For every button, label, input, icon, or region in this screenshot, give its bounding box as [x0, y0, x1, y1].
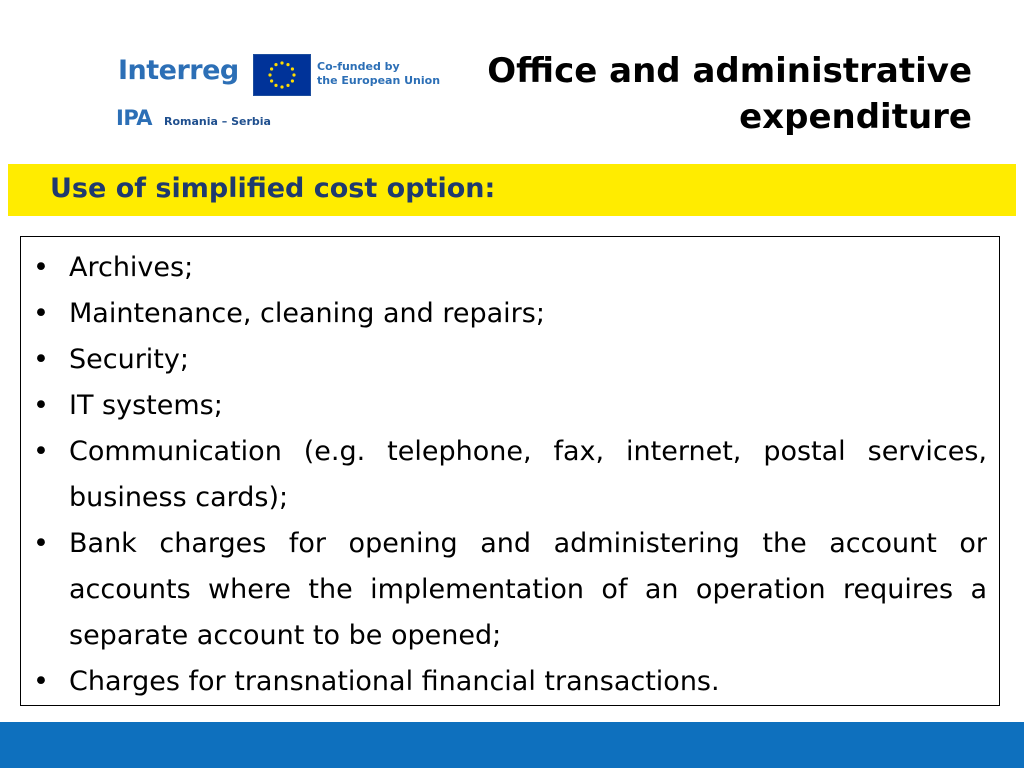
- list-item-text: Security;: [69, 344, 189, 375]
- slide-title-line1: Office and administrative: [487, 51, 972, 91]
- bullet-icon: •: [33, 528, 49, 559]
- list-item-text: Bank charges for opening and administering the account or accounts where the implementation of an operation requires a separate account to be opened;: [69, 528, 987, 651]
- subtitle-band-text: Use of simplified cost option:: [50, 173, 496, 204]
- list-item: [29, 659, 987, 705]
- list-item: [29, 383, 987, 429]
- logo-ipa-subtitle: Romania – Serbia: [164, 115, 271, 128]
- bullet-icon: •: [33, 344, 49, 375]
- bullet-icon: •: [33, 436, 49, 467]
- logo-ipa-text: IPA: [116, 106, 153, 130]
- subtitle-band: [8, 164, 1016, 216]
- list-item-text: Archives;: [69, 252, 194, 283]
- list-item-text: Communication (e.g. telephone, fax, internet, postal services, business cards);: [69, 436, 987, 513]
- cofunded-line2: the European Union: [317, 74, 441, 87]
- list-item: [29, 521, 987, 659]
- list-item: [29, 429, 987, 521]
- list-item: [29, 245, 987, 291]
- list-item: [29, 291, 987, 337]
- cofunded-line1: Co-funded by: [317, 60, 400, 73]
- interreg-logo: [116, 52, 446, 136]
- eu-flag-icon: [253, 54, 311, 96]
- list-item-text: Charges for transnational financial transactions.: [69, 666, 720, 697]
- bullet-icon: •: [33, 390, 49, 421]
- list-item: [29, 337, 987, 383]
- bullet-icon: •: [33, 666, 49, 697]
- content-box: [20, 236, 1000, 706]
- cofunded-text: [317, 60, 440, 88]
- list-item-text: Maintenance, cleaning and repairs;: [69, 298, 545, 329]
- slide-title: [452, 48, 972, 140]
- footer-bar: [0, 722, 1024, 768]
- bullet-list: [21, 237, 999, 705]
- bullet-icon: •: [33, 252, 49, 283]
- logo-interreg-text: Interreg: [118, 55, 239, 86]
- list-item-text: IT systems;: [69, 390, 223, 421]
- bullet-icon: •: [33, 298, 49, 329]
- slide-title-line2: expenditure: [739, 97, 972, 137]
